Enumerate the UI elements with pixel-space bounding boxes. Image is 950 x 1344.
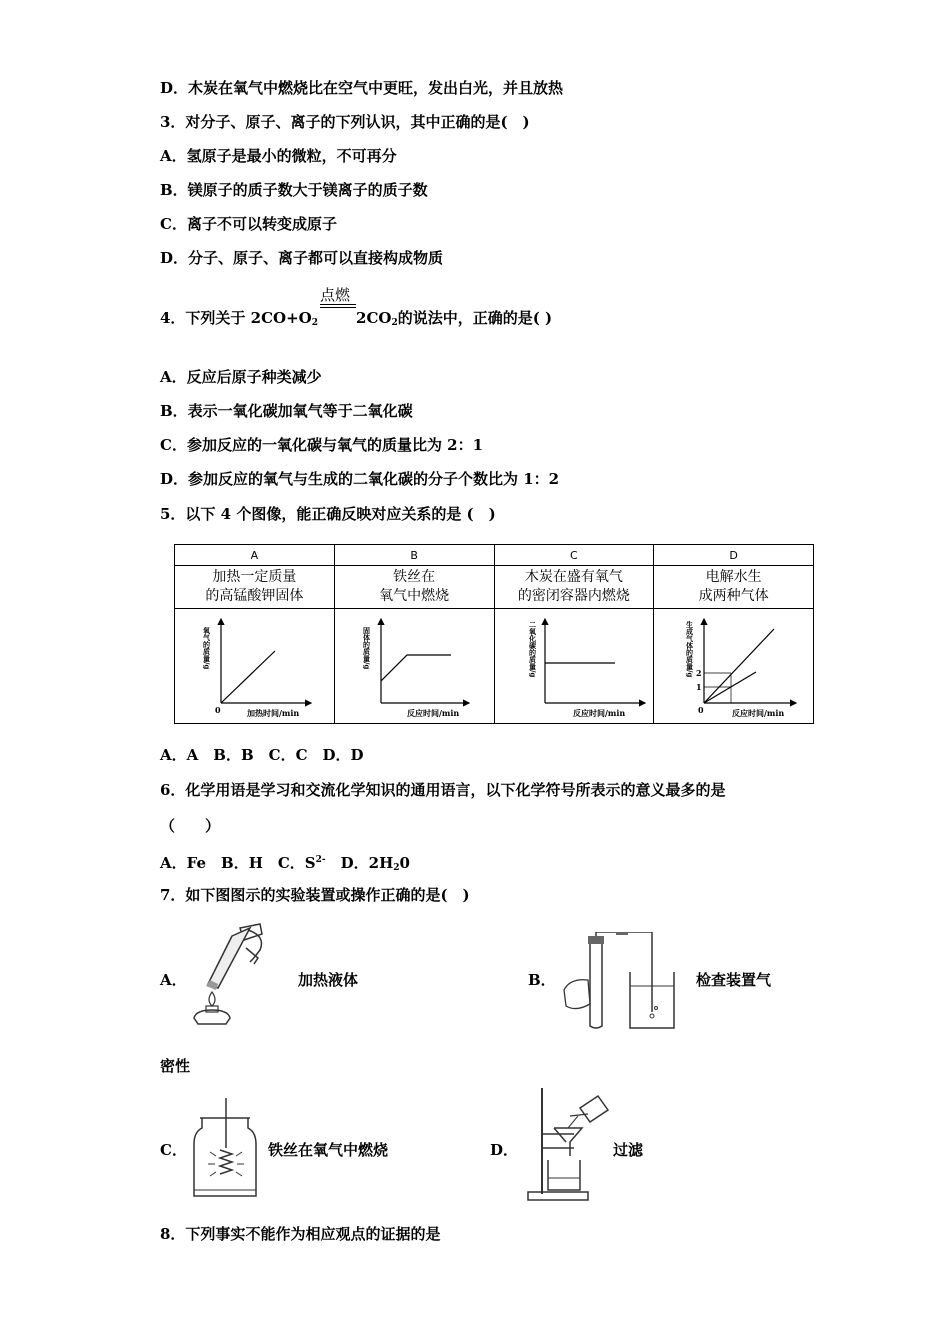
graph-caption-d: 电解水生 成两种气体 xyxy=(654,566,814,609)
reaction-equals-line-bottom xyxy=(320,307,356,308)
graph-d-xlabel: 反应时间/min xyxy=(732,708,785,718)
q4-option-d: D．参加反应的氧气与生成的二氧化碳的分子个数比为 1：2 xyxy=(160,470,560,488)
q7-b-text-cont: 密性 xyxy=(160,1057,191,1075)
q5-options: A．A B．B C．C D．D xyxy=(160,746,364,764)
graph-header-a: A xyxy=(175,545,335,566)
graph-d-line-2 xyxy=(704,672,756,703)
graph-c-xlabel: 反应时间/min xyxy=(572,708,625,718)
graph-caption-c: 木炭在盛有氧气 的密闭容器内燃烧 xyxy=(494,566,654,609)
q4-o2-subscript: 2 xyxy=(311,318,319,328)
q7-d-letter: D． xyxy=(490,1141,519,1159)
graph-c-svg xyxy=(495,609,665,719)
filtration-apparatus-icon xyxy=(518,1086,610,1204)
graph-b xyxy=(334,609,494,724)
q3-option-c: C．离子不可以转变成原子 xyxy=(160,215,337,233)
graph-a xyxy=(175,609,335,724)
graph-d-ylabel: 生成气体的质量/g xyxy=(685,621,695,678)
graph-a-xlabel: 加热时间/min xyxy=(247,708,300,718)
q7-d-text: 过滤 xyxy=(613,1141,644,1159)
q4-product-subscript: 2 xyxy=(391,318,398,328)
graph-b-xlabel: 反应时间/min xyxy=(407,708,460,718)
q3-option-b: B．镁原子的质子数大于镁离子的质子数 xyxy=(160,181,428,199)
q5-stem: 5．以下 4 个图像，能正确反映对应关系的是 ( ) xyxy=(160,505,496,523)
graph-d-line-1 xyxy=(704,629,774,703)
graph-d-origin: 0 xyxy=(698,705,704,715)
graph-a-line xyxy=(221,651,275,703)
q6-options-pre: A．Fe B．H C．S xyxy=(160,854,316,872)
graph-b-line xyxy=(381,655,451,681)
q7-c-text: 铁丝在氧气中燃烧 xyxy=(268,1141,389,1159)
q7-c-letter: C． xyxy=(160,1141,187,1159)
graph-a-origin: 0 xyxy=(215,705,221,715)
graph-d xyxy=(654,609,814,724)
q6-options-subscript: 2 xyxy=(393,863,400,873)
q4-stem xyxy=(160,308,552,333)
graph-header-b: B xyxy=(334,545,494,566)
reaction-condition: 点燃 xyxy=(320,286,351,304)
q7-stem: 7．如下图图示的实验装置或操作正确的是( ) xyxy=(160,886,470,904)
graph-table xyxy=(174,544,814,724)
graph-header-c: C xyxy=(494,545,654,566)
q3-option-a: A．氢原子是最小的微粒，不可再分 xyxy=(160,147,397,165)
q6-options xyxy=(160,850,410,878)
q6-options-superscript: 2- xyxy=(315,855,326,865)
q8-stem: 8．下列事实不能作为相应观点的证据的是 xyxy=(160,1225,441,1243)
q6-paren: （ ） xyxy=(160,817,221,835)
graph-header-d: D xyxy=(654,545,814,566)
q4-stem-suffix: 的说法中，正确的是( ) xyxy=(397,309,553,327)
q7-b-text: 检查装置气 xyxy=(696,971,772,989)
graph-d-svg xyxy=(656,609,811,719)
q4-product: 2CO xyxy=(356,309,392,327)
iron-wire-burning-icon xyxy=(190,1098,264,1204)
graph-a-ylabel: 氧气的质量/g xyxy=(202,627,212,670)
q3-stem: 3．对分子、原子、离子的下列认识，其中正确的是( ) xyxy=(160,113,530,131)
q4-option-b: B．表示一氧化碳加氧气等于二氧化碳 xyxy=(160,402,413,420)
q6-options-mid: D．2H xyxy=(325,854,394,872)
q6-stem: 6．化学用语是学习和交流化学知识的通用语言，以下化学符号所表示的意义最多的是 xyxy=(160,781,726,799)
q4-option-c: C．参加反应的一氧化碳与氧气的质量比为 2：1 xyxy=(160,436,484,454)
q7-b-letter: B． xyxy=(528,971,556,989)
graph-b-ylabel: 固体的质量/g xyxy=(362,627,372,670)
q7-a-letter: A． xyxy=(160,971,187,989)
graph-b-svg xyxy=(339,609,489,719)
q3-option-d: D．分子、原子、离子都可以直接构成物质 xyxy=(160,249,444,267)
q4-reactants: 4．下列关于 2CO+O xyxy=(160,309,312,327)
graph-caption-b: 铁丝在 氧气中燃烧 xyxy=(334,566,494,609)
airtightness-check-icon xyxy=(556,932,694,1030)
q2-option-d: D．木炭在氧气中燃烧比在空气中更旺，发出白光，并且放热 xyxy=(160,79,564,97)
graph-c xyxy=(494,609,654,724)
graph-c-ylabel: 二氧化碳的质量/g xyxy=(528,621,537,678)
graph-d-tick-1: 1 xyxy=(696,682,702,692)
graph-d-tick-2: 2 xyxy=(696,668,702,678)
reaction-equals-line-top xyxy=(320,304,356,305)
q4-option-a: A．反应后原子种类减少 xyxy=(160,368,322,386)
q6-options-end: 0 xyxy=(399,854,410,872)
graph-caption-a: 加热一定质量 的高锰酸钾固体 xyxy=(175,566,335,609)
alcohol-lamp-heating-icon xyxy=(188,918,288,1028)
graph-a-svg xyxy=(179,609,329,719)
q7-a-text: 加热液体 xyxy=(298,971,359,989)
